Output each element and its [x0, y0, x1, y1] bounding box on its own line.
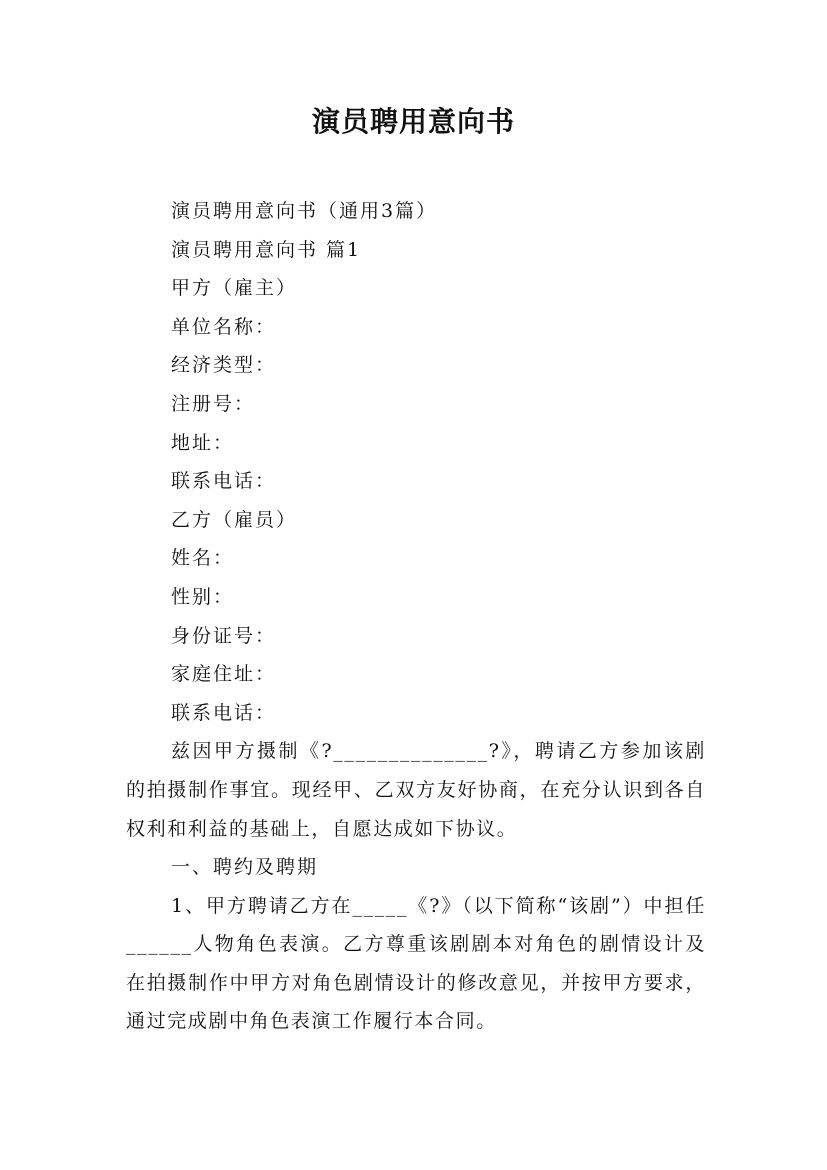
- article-heading: 演员聘用意向书 篇1: [171, 238, 362, 261]
- id-number-field: 身份证号：: [171, 624, 277, 647]
- party-b-heading: 乙方（雇员）: [171, 508, 298, 531]
- name-field: 姓名：: [171, 547, 235, 570]
- subtitle-line: 演员聘用意向书（通用3篇）: [171, 200, 438, 222]
- clause-paragraph: 1、甲方聘请乙方在_____《?》（以下简称“该剧”）中担任______人物角色表演。乙方尊重该剧剧本对角色的剧情设计及在拍摄制作中甲方对角色剧情设计的修改意见，并按甲方要求，通过完成剧中角色表演工作履行本合同。: [126, 894, 706, 1033]
- registration-number-field: 注册号：: [171, 392, 256, 415]
- company-name-field: 单位名称：: [171, 315, 277, 338]
- document-body: [126, 192, 706, 1041]
- document-title: 演员聘用意向书: [311, 105, 515, 138]
- section-heading: 一、聘约及聘期: [171, 856, 319, 879]
- gender-field: 性别：: [171, 585, 235, 608]
- party-a-phone-field: 联系电话：: [171, 470, 277, 493]
- intro-paragraph: 兹因甲方摄制《?______________?》，聘请乙方参加该剧的拍摄制作事宜。现经甲、乙双方友好协商，在充分认识到各自权利和利益的基础上，自愿达成如下协议。: [126, 740, 706, 840]
- home-address-field: 家庭住址：: [171, 663, 277, 686]
- address-field: 地址：: [171, 431, 235, 454]
- party-b-phone-field: 联系电话：: [171, 701, 277, 724]
- party-a-heading: 甲方（雇主）: [171, 277, 298, 300]
- economic-type-field: 经济类型：: [171, 354, 277, 377]
